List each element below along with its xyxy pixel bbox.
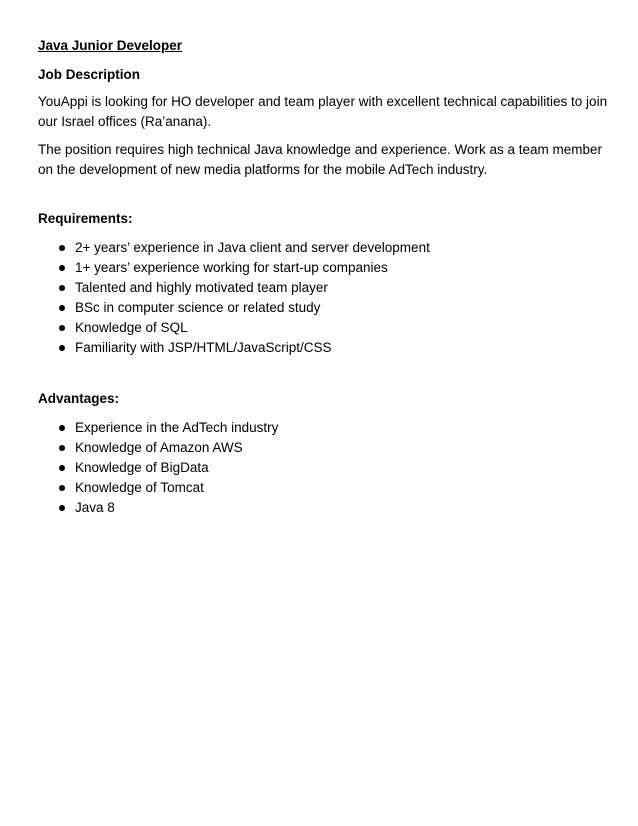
list-item [38,238,608,258]
bullet-icon [59,345,65,351]
job-description-heading: Job Description [38,67,141,82]
advantage-text: Experience in the AdTech industry [75,420,279,435]
position-paragraph: The position requires high technical Java knowledge and experience. Work as a team member on the development of new media platforms for the mobile AdTech industry. [38,142,603,177]
bullet-icon [59,485,65,491]
bullet-icon [59,445,65,451]
requirement-text: BSc in computer science or related study [75,300,321,315]
requirements-list [38,238,608,358]
advantage-text: Knowledge of Amazon AWS [75,440,243,455]
list-item [38,458,608,478]
advantages-heading: Advantages: [38,391,120,406]
list-item [38,418,608,438]
list-item [38,258,608,278]
advantage-text: Java 8 [75,500,115,515]
bullet-icon [59,285,65,291]
bullet-icon [59,265,65,271]
bullet-icon [59,465,65,471]
bullet-icon [59,425,65,431]
bullet-icon [59,325,65,331]
list-item [38,498,608,518]
bullet-icon [59,505,65,511]
list-item [38,318,608,338]
intro-paragraph: YouAppi is looking for HO developer and team player with excellent technical capabilities to join our Israel offices (Ra’anana). [38,94,608,129]
document-title: Java Junior Developer [38,38,183,53]
bullet-icon [59,305,65,311]
requirement-text: 1+ years’ experience working for start-up companies [75,260,388,275]
document-page [38,37,608,518]
list-item [38,438,608,458]
advantage-text: Knowledge of BigData [75,460,209,475]
bullet-icon [59,245,65,251]
advantages-list [38,418,608,518]
requirements-heading: Requirements: [38,211,133,226]
list-item [38,298,608,318]
requirement-text: 2+ years’ experience in Java client and server development [75,240,430,255]
requirement-text: Knowledge of SQL [75,320,188,335]
list-item [38,338,608,358]
list-item [38,478,608,498]
requirement-text: Familiarity with JSP/HTML/JavaScript/CSS [75,340,332,355]
requirement-text: Talented and highly motivated team player [75,280,328,295]
list-item [38,278,608,298]
advantage-text: Knowledge of Tomcat [75,480,204,495]
